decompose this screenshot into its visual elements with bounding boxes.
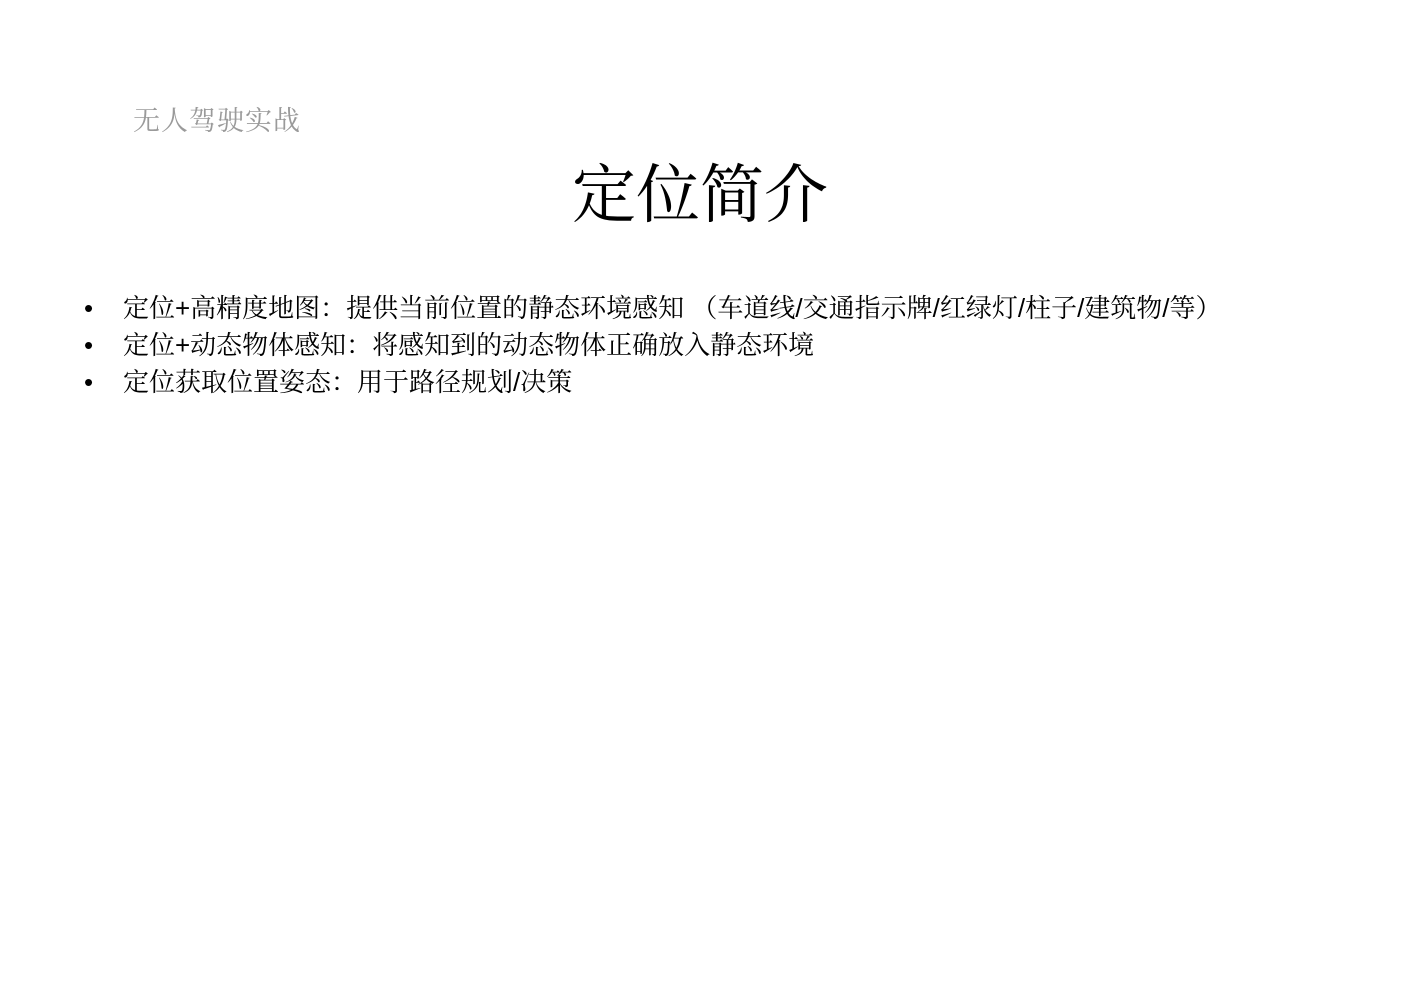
bullet-dot-icon: • [84,330,94,360]
bullet-dot-icon: • [84,367,94,397]
bullet-list [84,290,1222,401]
slide-title: 定位简介 [572,159,828,231]
bullet-text: 定位+高精度地图：提供当前位置的静态环境感知 （车道线/交通指示牌/红绿灯/柱子/建筑物/等） [123,293,1222,323]
bullet-item [84,364,1222,401]
bullet-item [84,327,1222,364]
slide-header-label: 无人驾驶实战 [133,106,301,136]
bullet-dot-icon: • [84,293,94,323]
bullet-text: 定位+动态物体感知：将感知到的动态物体正确放入静态环境 [123,330,815,360]
bullet-item [84,290,1222,327]
bullet-text: 定位获取位置姿态：用于路径规划/决策 [123,367,573,397]
